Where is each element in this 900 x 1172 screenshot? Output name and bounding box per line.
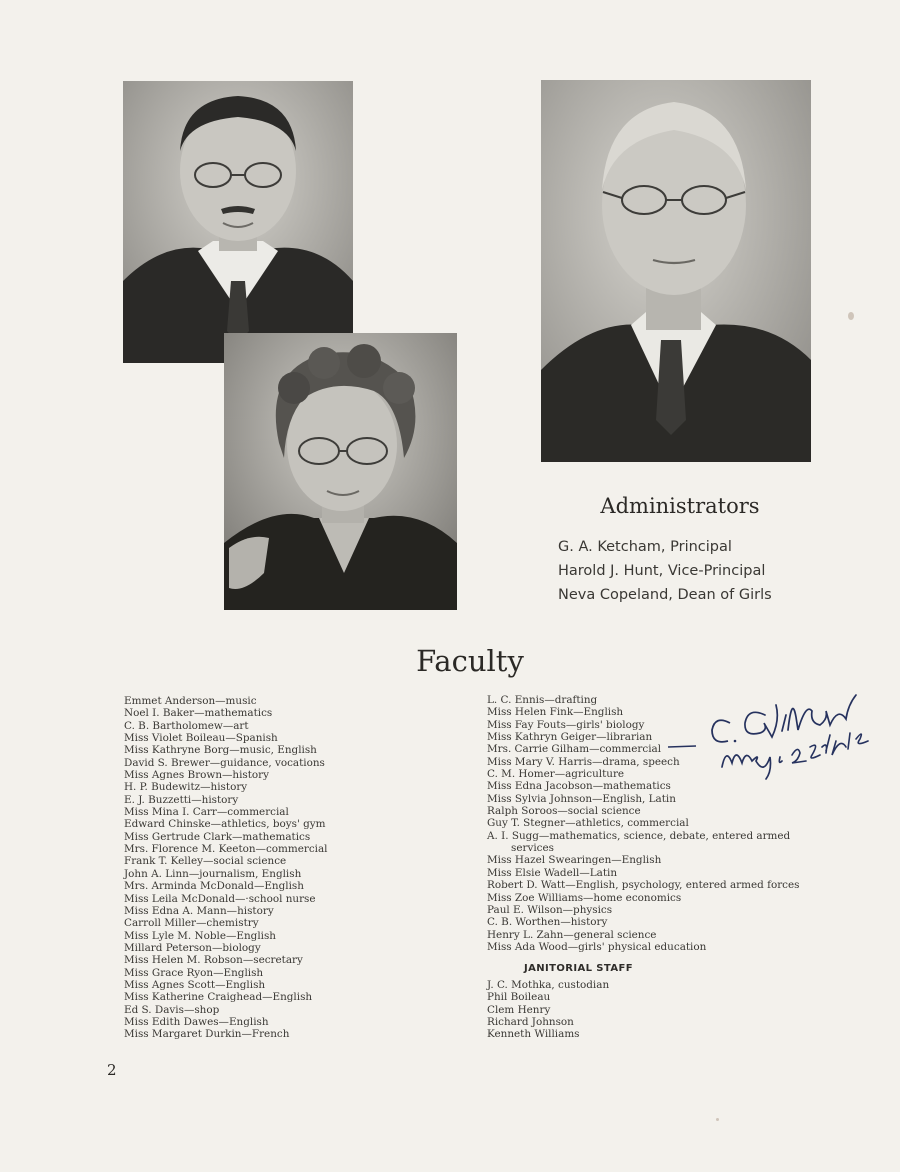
faculty-entry: Ralph Soroos—social science [487, 805, 641, 818]
faculty-entry: Miss Mary V. Harris—drama, speech [487, 755, 680, 768]
faculty-entry: Miss Margaret Durkin—French [124, 1028, 290, 1041]
faculty-entry: Miss Agnes Scott—English [124, 978, 266, 991]
faculty-entry: C. M. Homer—agriculture [487, 768, 625, 781]
faculty-entry: Miss Hazel Swearingen—English [487, 854, 662, 867]
faculty-entry: David S. Brewer—guidance, vocations [124, 756, 325, 769]
faculty-entry: Millard Peterson—biology [124, 941, 261, 954]
faculty-entry: Ed S. Davis—shop [124, 1003, 220, 1016]
faculty-entry: Guy T. Stegner—athletics, commercial [487, 817, 689, 830]
janitorial-entry: Richard Johnson [487, 1016, 574, 1029]
administrators-heading: Administrators [600, 494, 760, 518]
faculty-entry: L. C. Ennis—drafting [487, 694, 598, 706]
administrators-list [558, 535, 772, 607]
faculty-heading: Faculty [416, 644, 524, 678]
faculty-entry: Miss Helen M. Robson—secretary [124, 954, 303, 967]
faculty-entry: Noel I. Baker—mathematics [124, 707, 273, 720]
faculty-entry: Frank T. Kelley—social science [124, 855, 287, 868]
faculty-entry: Henry L. Zahn—general science [487, 928, 657, 941]
portrait-photo-principal [541, 80, 811, 462]
faculty-entry: Miss Elsie Wadell—Latin [487, 866, 618, 879]
faculty-list-left [124, 695, 328, 1041]
faculty-entry: E. J. Buzzetti—history [124, 793, 239, 806]
faculty-entry: John A. Linn—journalism, English [124, 867, 302, 880]
faculty-entry: Mrs. Carrie Gilham—commercial [487, 743, 662, 756]
faculty-entry: Mrs. Florence M. Keeton—commercial [124, 843, 328, 856]
faculty-entry: Miss Leila McDonald—·school nurse [124, 892, 316, 905]
handwritten-signature [660, 675, 900, 785]
faculty-entry: Miss Grace Ryon—English [124, 966, 264, 979]
janitorial-entry: Clem Henry [487, 1003, 551, 1016]
faculty-entry: Miss Helen Fink—English [487, 706, 624, 719]
administrator-entry: G. A. Ketcham, Principal [558, 539, 732, 555]
faculty-entry: Miss Violet Boileau—Spanish [124, 732, 278, 745]
faculty-entry: H. P. Budewitz—history [124, 781, 248, 794]
administrator-entry: Harold J. Hunt, Vice-Principal [558, 563, 766, 579]
faculty-entry: Miss Fay Fouts—girls' biology [487, 718, 645, 731]
faculty-entry: C. B. Worthen—history [487, 916, 608, 929]
faculty-entry: A. I. Sugg—mathematics, science, debate, entered armed [487, 829, 791, 842]
faculty-entry: Mrs. Arminda McDonald—English [124, 880, 304, 893]
faculty-entry: C. B. Bartholomew—art [124, 719, 249, 732]
janitorial-entry: Kenneth Williams [487, 1028, 580, 1041]
faculty-entry: Miss Gertrude Clark—mathematics [124, 830, 311, 843]
janitorial-heading: JANITORIAL STAFF [524, 963, 633, 974]
faculty-entry: Miss Kathryne Borg—music, English [124, 744, 317, 757]
faculty-entry: Miss Mina I. Carr—commercial [124, 806, 289, 819]
faculty-entry: Miss Kathryn Geiger—librarian [487, 731, 653, 744]
faculty-entry: Emmet Anderson—music [124, 695, 257, 707]
faculty-entry: Miss Zoe Williams—home economics [487, 891, 682, 904]
faculty-entry: Miss Katherine Craighead—English [124, 991, 313, 1004]
janitorial-list [487, 979, 609, 1041]
janitorial-entry: J. C. Mothka, custodian [487, 979, 610, 991]
administrator-entry: Neva Copeland, Dean of Girls [558, 587, 772, 603]
paper-stain [848, 312, 854, 320]
faculty-entry: Miss Lyle M. Noble—English [124, 929, 276, 942]
faculty-entry: Paul E. Wilson—physics [487, 903, 613, 916]
portrait-photo-vice-principal [123, 81, 353, 363]
faculty-entry: Miss Edith Dawes—English [124, 1015, 269, 1028]
faculty-entry: Miss Ada Wood—girls' physical education [487, 940, 707, 953]
faculty-entry: Edward Chinske—athletics, boys' gym [124, 818, 326, 831]
paper-stain [716, 1118, 719, 1121]
janitorial-entry: Phil Boileau [487, 991, 551, 1004]
faculty-entry: Carroll Miller—chemistry [124, 917, 259, 930]
portrait-photo-dean [224, 333, 457, 610]
faculty-entry: Miss Edna A. Mann—history [124, 904, 274, 917]
faculty-entry: Miss Agnes Brown—history [124, 769, 270, 782]
faculty-entry-continuation: services [511, 842, 554, 855]
faculty-entry: Miss Edna Jacobson—mathematics [487, 780, 671, 793]
page-number: 2 [107, 1061, 117, 1079]
faculty-entry: Miss Sylvia Johnson—English, Latin [487, 792, 676, 805]
faculty-entry: Robert D. Watt—English, psychology, entered armed forces [487, 879, 800, 892]
